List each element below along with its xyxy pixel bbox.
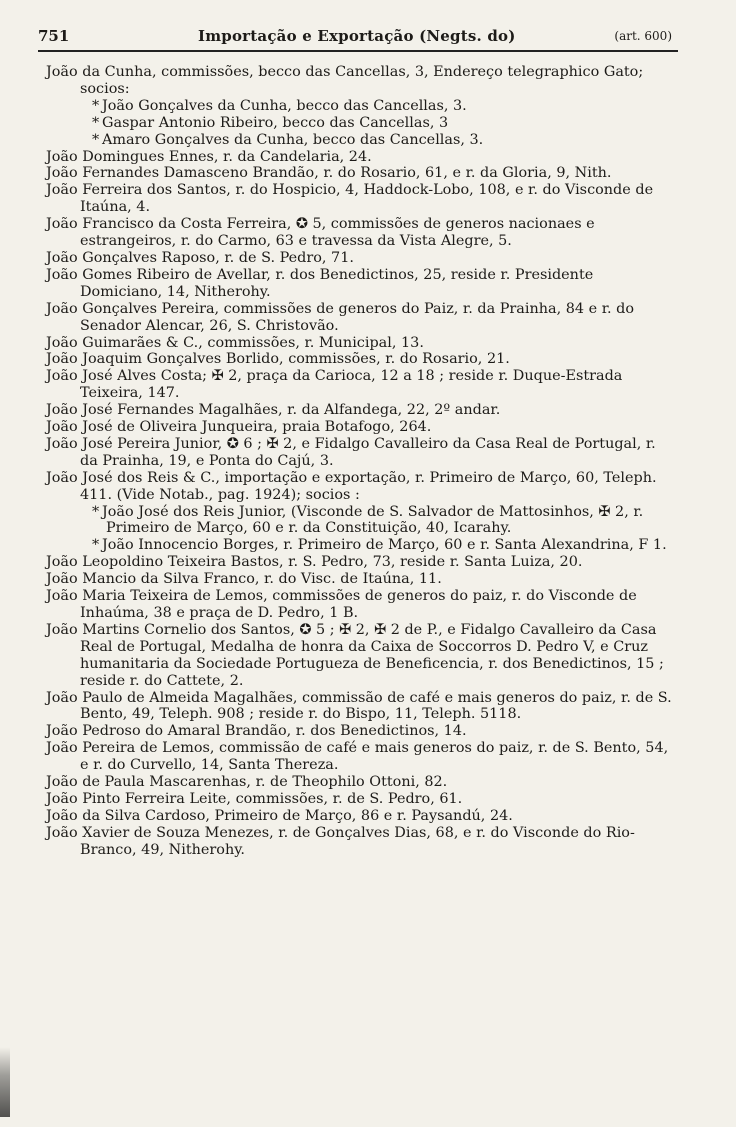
merchant-entry	[46, 267, 678, 301]
entry-text: Amaro Gonçalves da Cunha, becco das Cancellas, 3.	[102, 131, 484, 148]
merchant-entry	[46, 64, 678, 98]
entry-text: João Xavier de Souza Menezes, r. de Gonçalves Dias, 68, e r. do Visconde do Rio-Branco, 49, Nitherohy.	[46, 824, 635, 858]
merchant-entry	[46, 368, 678, 402]
entry-text: João da Silva Cardoso, Primeiro de Março, 86 e r. Paysandú, 24.	[46, 807, 513, 824]
entry-text: João Guimarães & C., commissões, r. Municipal, 13.	[46, 334, 424, 351]
merchant-entry	[46, 791, 678, 808]
asterisk-marker: *	[92, 503, 100, 520]
entry-text: João Mancio da Silva Franco, r. do Visc. de Itaúna, 11.	[46, 571, 442, 588]
entry-text: João José Alves Costa; ✠ 2, praça da Carioca, 12 a 18 ; reside r. Duque-Estrada Teixeira, 147.	[46, 368, 623, 402]
entry-text: João Domingues Ennes, r. da Candelaria, 24.	[46, 148, 372, 165]
partner-entry	[46, 115, 678, 132]
merchant-entry	[46, 808, 678, 825]
entry-text: João Martins Cornelio dos Santos, ✪ 5 ; ✠ 2, ✠ 2 de P., e Fidalgo Cavalleiro da Casa Real de Portugal, Medalha de honra da Caixa de Soccorros D. Pedro V, e Cruz humanitaria da Sociedade Portugueza de Beneficencia, r. dos Benedictinos, 15 ; reside r. do Cattete, 2.	[46, 621, 664, 689]
merchant-entry	[46, 723, 678, 740]
entry-continuation: Gato; socios:	[80, 64, 644, 97]
merchant-entry	[46, 216, 678, 250]
entry-text: João José dos Reis & C., importação e exportação, r. Primeiro de Março, 60, Teleph. 411. (Vide Notab., pag. 1924); socios :	[46, 469, 657, 503]
merchant-entry	[46, 419, 678, 436]
entry-text: João Gonçalves da Cunha, becco das Cancellas, 3.	[102, 97, 467, 114]
merchant-entry	[46, 436, 678, 470]
entry-text: Gaspar Antonio Ribeiro, becco das Cancellas, 3	[102, 114, 449, 131]
merchant-entry	[46, 690, 678, 724]
merchant-entry	[46, 165, 678, 182]
entry-text: João José de Oliveira Junqueira, praia Botafogo, 264.	[46, 419, 432, 436]
entry-text: João Innocencio Borges, r. Primeiro de Março, 60 e r. Santa Alexandrina, F 1.	[102, 537, 667, 554]
entry-text: João Pereira de Lemos, commissão de café e mais generos do paiz, r. de S. Bento, 54, e r. do Curvello, 14, Santa Thereza.	[46, 740, 669, 774]
merchant-entry	[46, 571, 678, 588]
page-title: Importação e Exportação (Negts. do)	[198, 27, 516, 45]
asterisk-marker: *	[92, 537, 100, 554]
entry-text: João Pinto Ferreira Leite, commissões, r. de S. Pedro, 61.	[46, 790, 463, 807]
entry-text: João Leopoldino Teixeira Bastos, r. S. Pedro, 73, reside r. Santa Luiza, 20.	[46, 554, 583, 571]
merchant-entry	[46, 402, 678, 419]
running-header	[38, 24, 678, 52]
partner-entry	[46, 98, 678, 115]
asterisk-marker: *	[92, 114, 100, 131]
entry-text: João Joaquim Gonçalves Borlido, commissões, r. do Rosario, 21.	[46, 351, 510, 368]
page-number: 751	[38, 27, 70, 45]
asterisk-marker: *	[92, 131, 100, 148]
merchant-entry	[46, 351, 678, 368]
entry-text: João José Pereira Junior, ✪ 6 ; ✠ 2, e Fidalgo Cavalleiro da Casa Real de Portugal, r. da Prainha, 19, e Ponta do Cajú, 3.	[46, 435, 656, 469]
entry-text: João Ferreira dos Santos, r. do Hospicio, 4, Haddock-Lobo, 108, e r. do Visconde de Itaúna, 4.	[46, 182, 654, 216]
merchant-entry	[46, 774, 678, 791]
entry-text: João Paulo de Almeida Magalhães, commissão de café e mais generos do paiz, r. de S. Bento, 49, Teleph. 908 ; reside r. do Bispo, 11, Teleph. 5118.	[46, 689, 672, 723]
merchant-entry	[46, 825, 678, 859]
merchant-entry	[46, 301, 678, 335]
entry-text: João Francisco da Costa Ferreira, ✪ 5, commissões de generos nacionaes e estrangeiros, r. do Carmo, 63 e travessa da Vista Alegre, 5.	[46, 216, 595, 250]
entry-text: João Gonçalves Pereira, commissões de generos do Paiz, r. da Prainha, 84 e r. do Senador Alencar, 26, S. Christovão.	[46, 300, 635, 334]
article-ref: (art. 600)	[614, 29, 672, 43]
scan-edge-artifact	[0, 1047, 10, 1117]
merchant-entry	[46, 149, 678, 166]
partner-entry	[46, 537, 678, 554]
merchant-entry	[46, 622, 678, 690]
entry-text: João José Fernandes Magalhães, r. da Alfandega, 22, 2º andar.	[46, 402, 501, 419]
entry-text: João José dos Reis Junior, (Visconde de S. Salvador de Mattosinhos, ✠ 2, r. Primeiro de Março, 60 e r. da Constituição, 40, Icarahy.	[102, 503, 644, 537]
merchant-entry	[46, 335, 678, 352]
merchant-entry	[46, 470, 678, 504]
entry-text: João Pedroso do Amaral Brandão, r. dos Benedictinos, 14.	[46, 723, 467, 740]
merchant-entry	[46, 554, 678, 571]
merchant-entry	[46, 740, 678, 774]
partner-entry	[46, 504, 678, 538]
directory-listing	[46, 64, 678, 859]
entry-text: João de Paula Mascarenhas, r. de Theophilo Ottoni, 82.	[46, 774, 448, 791]
merchant-entry	[46, 588, 678, 622]
entry-text: João Gomes Ribeiro de Avellar, r. dos Benedictinos, 25, reside r. Presidente Domiciano, 14, Nitherohy.	[46, 266, 594, 300]
entry-text: João da Cunha, commissões, becco das Cancellas, 3, Endereço telegraphico	[46, 64, 600, 80]
merchant-entry	[46, 250, 678, 267]
entry-text: João Gonçalves Raposo, r. de S. Pedro, 71.	[46, 249, 354, 266]
merchant-entry	[46, 182, 678, 216]
entry-text: João Fernandes Damasceno Brandão, r. do Rosario, 61, e r. da Gloria, 9, Nith.	[46, 165, 612, 182]
partner-entry	[46, 132, 678, 149]
entry-text: João Maria Teixeira de Lemos, commissões de generos do paiz, r. do Visconde de Inhaúma, 38 e praça de D. Pedro, 1 B.	[46, 588, 637, 621]
asterisk-marker: *	[92, 97, 100, 114]
